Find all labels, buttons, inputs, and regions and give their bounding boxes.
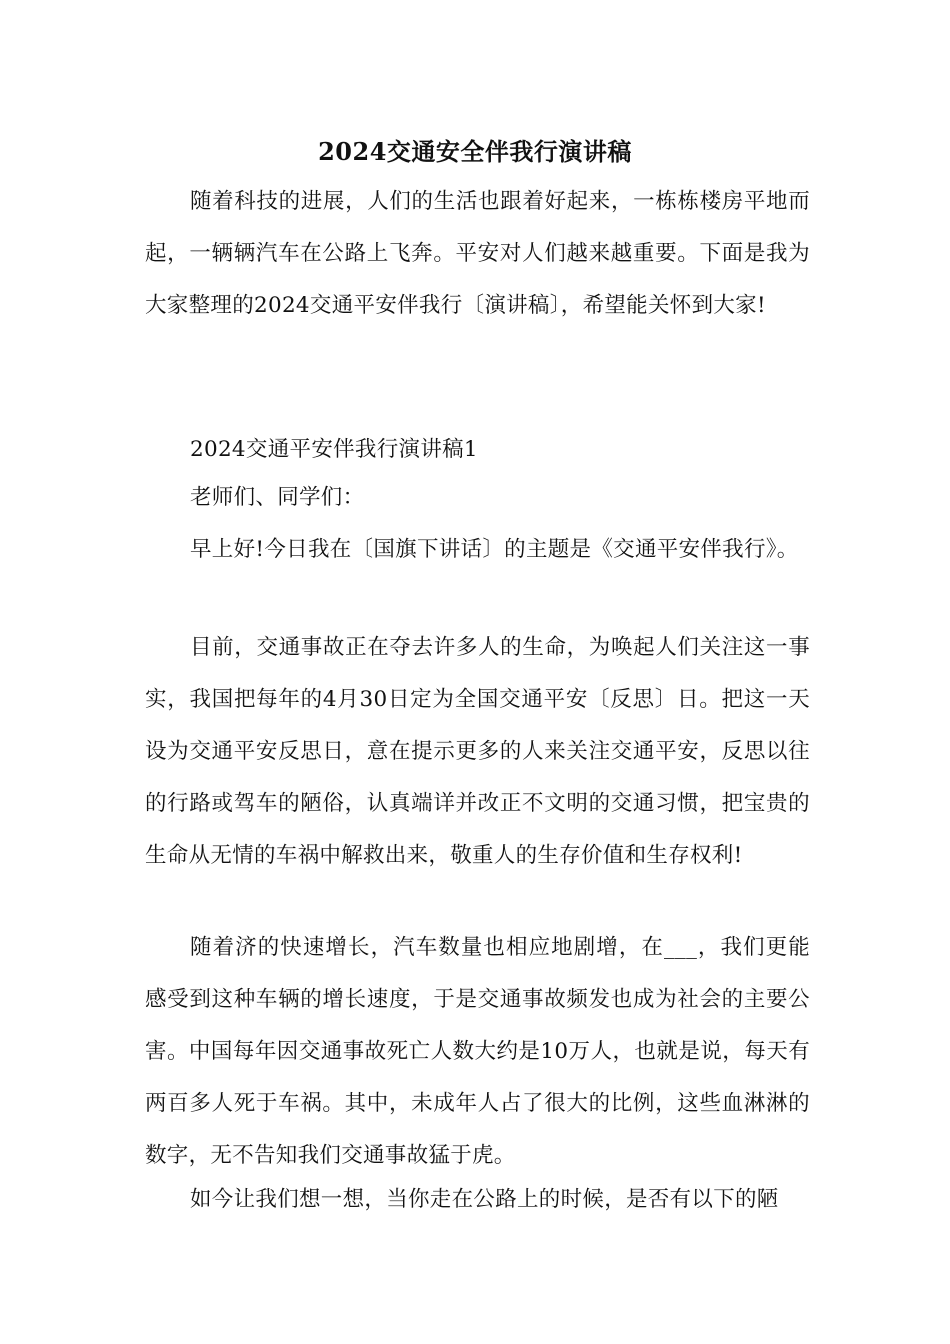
- greeting-line: 早上好!今日我在〔国旗下讲话〕的主题是《交通平安伴我行》。: [190, 537, 799, 562]
- section-heading: 2024交通平安伴我行演讲稿1: [190, 437, 478, 462]
- body-paragraph-1: 目前，交通事故正在夺去许多人的生命，为唤起人们关注这一事实，我国把每年的4月30日定为全国交通平安〔反思〕日。把这一天设为交通平安反思日，意在提示更多的人来关注交通平安，反思以往的行路或驾车的陋俗，认真端详并改正不文明的交通习惯，把宝贵的生命从无情的车祸中解救出来，敬重人的生存价值和生存权利!: [145, 635, 810, 868]
- intro-paragraph: 随着科技的进展，人们的生活也跟着好起来，一栋栋楼房平地而起，一辆辆汽车在公路上飞奔。平安对人们越来越重要。下面是我为大家整理的2024交通平安伴我行〔演讲稿〕，希望能关怀到大家!: [145, 189, 810, 318]
- document-title: 2024交通安全伴我行演讲稿: [318, 137, 632, 166]
- body-paragraph-2: 随着济的快速增长，汽车数量也相应地剧增，在___，我们更能感受到这种车辆的增长速度，于是交通事故频发也成为社会的主要公害。中国每年因交通事故死亡人数大约是10万人，也就是说，每天有两百多人死于车祸。其中，未成年人占了很大的比例，这些血淋淋的数字，无不告知我们交通事故猛于虎。: [145, 935, 810, 1168]
- body-paragraph-3: 如今让我们想一想，当你走在公路上的时候，是否有以下的陋: [190, 1187, 779, 1212]
- salutation: 老师们、同学们：: [190, 485, 365, 510]
